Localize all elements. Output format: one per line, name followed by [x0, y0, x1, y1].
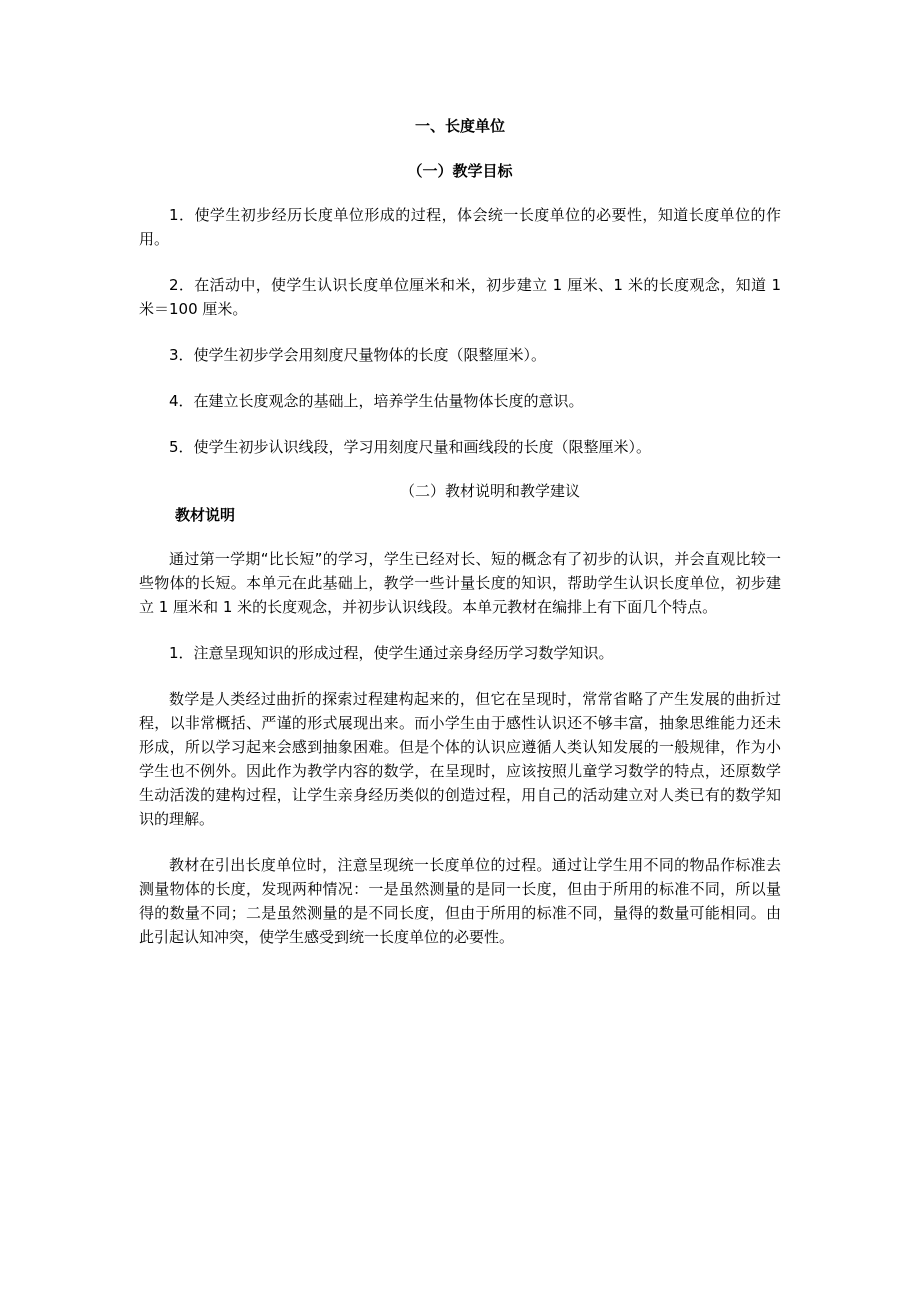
- section-heading-material: （二）教材说明和教学建议: [399, 482, 580, 500]
- document-page: [139, 110, 781, 949]
- goal-item: 5．使学生初步认识线段，学习用刻度尺量和画线段的长度（限整厘米）。: [169, 438, 652, 456]
- section-heading-goals: （一）教学目标: [407, 162, 513, 180]
- subheading-material-notes: 教材说明: [175, 506, 236, 524]
- goal-item: 2．在活动中，使学生认识长度单位厘米和米，初步建立 1 厘米、1 米的长度观念，知道 1 米＝100 厘米。: [139, 276, 781, 318]
- document-title: 一、长度单位: [414, 117, 505, 135]
- goal-item: 3．使学生初步学会用刻度尺量物体的长度（限整厘米）。: [169, 346, 547, 364]
- goal-item: 1．使学生初步经历长度单位形成的过程，体会统一长度单位的必要性，知道长度单位的作用。: [139, 206, 781, 248]
- body-paragraph: 数学是人类经过曲折的探索过程建构起来的，但它在呈现时，常常省略了产生发展的曲折过程，以非常概括、严谨的形式展现出来。而小学生由于感性认识还不够丰富，抽象思维能力还未形成，所以学习起来会感到抽象困难。但是个体的认识应遵循人类认知发展的一般规律，作为小学生也不例外。因此作为教学内容的数学，在呈现时，应该按照儿童学习数学的特点，还原数学生动活泼的建构过程，让学生亲身经历类似的创造过程，用自己的活动建立对人类已有的数学知识的理解。: [139, 690, 781, 828]
- goal-item: 4．在建立长度观念的基础上，培养学生估量物体长度的意识。: [169, 392, 584, 410]
- body-paragraph: 通过第一学期“比长短”的学习，学生已经对长、短的概念有了初步的认识，并会直观比较一些物体的长短。本单元在此基础上，教学一些计量长度的知识，帮助学生认识长度单位，初步建立 1 厘米和 1 米的长度观念，并初步认识线段。本单元教材在编排上有下面几个特点。: [139, 550, 781, 616]
- body-paragraph: 教材在引出长度单位时，注意呈现统一长度单位的过程。通过让学生用不同的物品作标准去测量物体的长度，发现两种情况：一是虽然测量的是同一长度，但由于所用的标准不同，所以量得的数量不同；二是虽然测量的是不同长度，但由于所用的标准不同，量得的数量可能相同。由此引起认知冲突，使学生感受到统一长度单位的必要性。: [139, 856, 781, 946]
- body-paragraph: 1．注意呈现知识的形成过程，使学生通过亲身经历学习数学知识。: [169, 644, 614, 662]
